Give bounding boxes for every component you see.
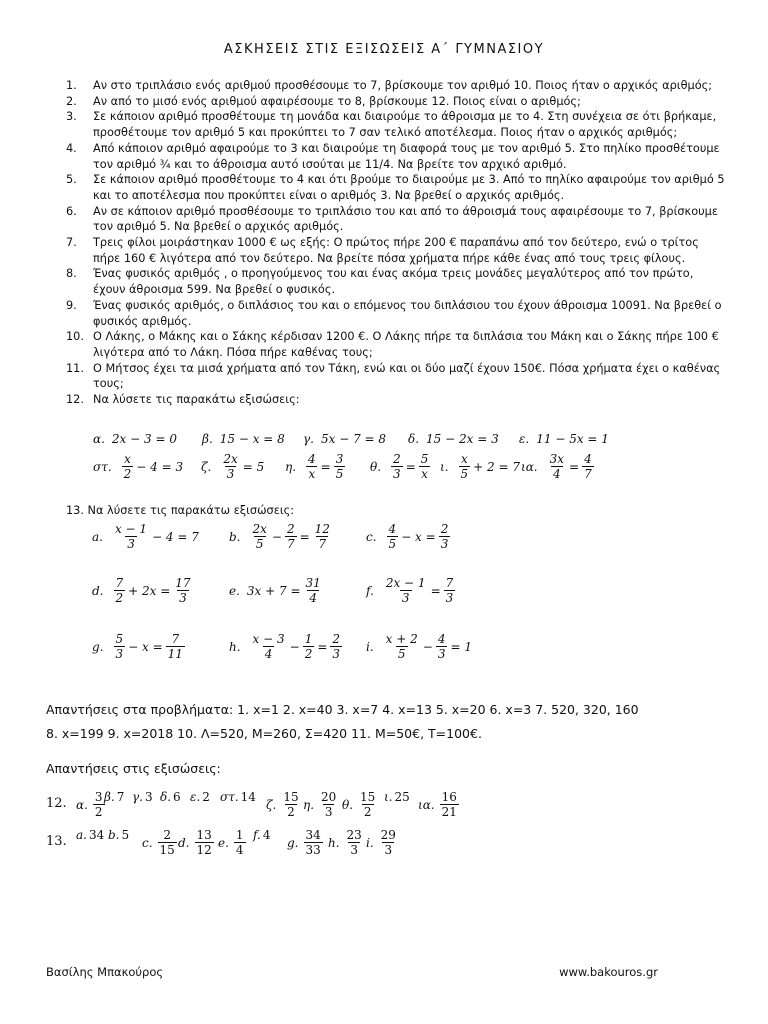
equation-expression: 11 − 5x = 1 [536,432,609,446]
answer-item [76,790,108,819]
problem-number: 5. [66,173,77,187]
problem-item [66,329,726,360]
answer-label: β. [104,790,115,804]
equation-label: a. [92,529,103,544]
numerator: 2x − 1 [385,576,426,590]
denominator: 3 [445,591,454,605]
problem-text: Τρεις φίλοι μοιράστηκαν 1000 € ως εξής: Ο πρώτος πήρε 200 € παραπάνω από τον δεύτερο, ενώ ο τρίτος πήρε 160 € λιγότερα από τον δεύτερο. Να βρείτε πόσα χρήματα πήρε κάθε ένας από τους τρεις φίλους. [93,236,699,265]
answers-problems-line-1: Απαντήσεις στα προβλήματα: 1. x=1 2. x=40 3. x=7 4. x=13 5. x=20 6. x=3 7. 520, 320, 160 [46,702,639,717]
answers-12-row [0,788,768,828]
problem-text: Να λύσετε τις παρακάτω εξισώσεις: [93,393,300,407]
answer-label: d. [178,835,190,850]
fraction [114,632,126,661]
fraction [234,828,246,857]
denominator: 3 [332,647,341,661]
answer-label: α. [76,797,88,812]
answers-problems [46,698,736,746]
fraction [440,790,459,819]
fraction [113,522,149,551]
denominator: 2 [363,805,372,819]
denominator: 3 [440,537,449,551]
fraction [303,632,315,661]
equation [93,452,183,481]
answer-label: i. [366,835,374,850]
answer-value: 4 [262,828,271,842]
numerator: x + 2 [385,632,418,646]
answer-value: 2 [202,790,210,804]
expression-text: 3x + 7 = [246,583,301,598]
problem-item [66,78,726,94]
numerator: 29 [380,828,396,842]
equation [229,632,345,661]
expression-text: − x = [401,529,436,544]
numerator: 15 [360,790,376,804]
problem-item [66,235,726,266]
equation [92,522,199,551]
problem-number: 9. [66,298,77,312]
answer-item [76,828,104,842]
equation-label: g. [92,639,104,654]
denominator: 3 [401,591,410,605]
problem-item [66,109,726,140]
expression-text: − x = [128,639,163,654]
answer-item [178,828,217,857]
answer-label: ι. [384,790,393,804]
equation [202,432,285,446]
footer-author: Βασίλης Μπακούρος [46,965,164,979]
answer-item [253,828,270,842]
denominator: 3 [226,467,235,481]
numerator: 2 [332,632,341,646]
equation-label: c. [366,529,377,544]
problem-item [66,361,726,392]
problem-number: 7. [66,236,77,250]
denominator: 15 [159,843,175,857]
problem-text: Ο Μήτσος έχει τα μισά χρήματα από τον Τάκη, ενώ και οι δύο μαζί έχουν 150€. Πόσα χρήματα έχει ο καθένας τους; [93,361,721,391]
equation-label: α. [93,432,105,446]
denominator: 21 [441,805,457,819]
fraction [281,790,300,819]
denominator: 2 [115,591,124,605]
problem-item [66,94,726,110]
equation [521,452,597,481]
exercise-13-heading: 13. Να λύσετε τις παρακάτω εξισώσεις: [66,504,295,517]
problem-number: 10. [66,330,84,344]
answer-label: δ. [160,790,172,804]
fraction [379,828,398,857]
denominator: 2 [94,805,103,819]
denominator: 3 [324,805,333,819]
numerator: 2x [223,452,238,466]
fraction [221,452,239,481]
numerator: 2x [252,522,267,536]
equation [229,576,326,605]
fraction [251,632,287,661]
equation [201,452,264,481]
fraction [306,452,318,481]
fraction [384,576,428,605]
answer-label: η. [303,797,315,812]
expression-text: = 5 [242,459,265,474]
fraction [114,576,126,605]
numerator: x [460,452,468,466]
problem-item [66,172,726,203]
equation-expression: 15 − x = 8 [219,432,285,446]
fraction [319,790,338,819]
fraction [330,632,342,661]
equation [408,432,499,446]
answer-item [418,790,462,819]
numerator: 2 [393,452,401,466]
numerator: 5 [115,632,124,646]
numerator: x [124,452,131,466]
fraction [122,452,134,481]
denominator: 5 [335,467,344,481]
answers-row-number: 12. [46,796,67,811]
answer-item [384,790,410,804]
fraction [384,632,420,661]
answer-value: 34 [88,828,105,842]
answer-item [142,828,180,857]
problem-number: 3. [66,110,77,124]
equation-expression: 2x − 3 = 0 [111,432,177,446]
problem-text: Σε κάποιον αριθμό προσθέτουμε τη μονάδα και διαιρούμε το άθροισμα με το 4. Στη συνέχεια σε ότι βρήκαμε, προσθέτουμε τον αριθμό 5 και προκύπτει το 7 σαν τελικό αποτέλεσμα. Ποιος ήταν ο αρχικός αριθμός; [93,110,717,140]
equation [92,576,196,605]
answer-value: 7 [116,790,125,804]
fraction [313,522,332,551]
answer-item [104,790,124,804]
footer-website: www.bakouros.gr [559,965,658,979]
equation-label: e. [229,583,240,598]
numerator: 2 [163,828,171,842]
expression-text: − 4 = 3 [136,459,184,474]
fraction [158,828,177,857]
denominator: 3 [393,467,401,481]
problem-number: 2. [66,94,77,108]
expression-text: + 2 = 7 [473,459,520,474]
denominator: 5 [388,537,397,551]
expression-text: = 1 [450,639,472,654]
problem-text: Ο Λάκης, ο Μάκης και ο Σάκης κέρδισαν 1200 €. Ο Λάκης πήρε τα διπλάσια του Μάκη και ο Σάκης πήρε 100 € λιγότερα από το Λάκη. Πόσα πήρε καθένας τους; [93,330,719,359]
fraction [304,828,323,857]
answer-item [303,790,341,819]
problem-text: Σε κάποιον αριθμό προσθέτουμε το 4 και ότι βρούμε το διαιρούμε με 3. Από το πηλίκο αφαιρούμε τον αριθμό 5 και το αποτέλεσμα που προκύπτει είναι ο αριθμός 3. Να βρεθεί ο αρχικός αριθμός. [93,173,725,202]
answer-item [328,828,367,857]
answer-value: 14 [240,790,256,804]
denominator: 3 [127,537,135,551]
numerator: 31 [305,576,321,590]
problem-number: 11. [66,361,84,375]
equation-label: d. [92,583,104,598]
denominator: x [421,467,428,481]
answer-label: h. [328,835,340,850]
expression-text: + 2x = [128,583,171,598]
denominator: 2 [304,647,313,661]
equation-label: h. [229,639,241,654]
fraction [391,452,403,481]
problem-text: Αν σε κάποιον αριθμό προσθέσουμε το τριπλάσιο του και από το άθροισμά τους αφαιρέσουμε το 7, βρίσκουμε τον αριθμό 5. Να βρεθεί ο αρχικός αριθμός. [93,204,718,234]
answer-item [342,790,380,819]
equation [285,452,348,481]
denominator: 3 [179,591,187,605]
answer-item [266,790,304,819]
denominator: 2 [123,467,132,481]
fraction [93,790,105,819]
problem-item [66,204,726,235]
expression-text: = [430,583,441,598]
expression-text: − [271,529,282,544]
problem-number: 4. [66,141,77,155]
numerator: 1 [235,828,244,842]
fraction [419,452,431,481]
fraction [334,452,346,481]
equation-label: i. [366,639,374,654]
denominator: 3 [437,647,446,661]
numerator: 13 [196,828,212,842]
equation-label: ι. [440,459,449,474]
numerator: 1 [304,632,313,646]
numerator: 17 [175,576,191,590]
fraction [345,828,364,857]
answers-13-row [0,826,768,866]
numerator: x − 1 [114,522,148,536]
denominator: 3 [115,647,124,661]
equation-label: b. [229,529,241,544]
expression-text: = [320,459,331,474]
fraction [304,576,323,605]
equation-label: f. [366,583,374,598]
numerator: 7 [171,632,180,646]
numerator: 4 [584,452,592,466]
problem-number: 8. [66,267,77,281]
answer-label: ε. [190,790,201,804]
problem-number: 1. [66,79,77,92]
equation-expression: 5x − 7 = 8 [321,432,387,446]
problem-item [66,141,726,172]
fraction [439,522,451,551]
problem-number: 6. [66,204,77,218]
fraction [251,522,269,551]
numerator: 4 [388,522,397,536]
numerator: 7 [445,576,454,590]
answer-label: a. [76,828,87,842]
denominator: 7 [584,467,592,481]
answer-label: c. [142,835,153,850]
equation [92,632,188,661]
numerator: 2 [440,522,449,536]
answers-problems-line-2: 8. x=199 9. x=2018 10. Λ=520, Μ=260, Σ=420 11. Μ=50€, Τ=100€. [46,726,482,741]
numerator: x − 3 [252,632,285,646]
equation-label: θ. [370,459,382,474]
numerator: 23 [346,828,362,842]
fraction [387,522,399,551]
equation-label: στ. [93,459,112,474]
expression-text: − 4 = 7 [152,529,199,544]
expression-text: = [569,459,580,474]
numerator: 34 [305,828,321,842]
answer-label: στ. [220,790,239,804]
denominator: 3 [384,843,393,857]
numerator: 15 [283,790,299,804]
fraction [358,790,377,819]
equation [366,632,472,661]
numerator: 5 [420,452,429,466]
page-title: ΑΣΚΗΣΕΙΣ ΣΤΙΣ ΕΞΙΣΩΣΕΙΣ Α΄ ΓΥΜΝΑΣΙΟΥ [223,42,545,57]
equation [229,522,335,551]
denominator: 4 [235,843,244,857]
fraction [548,452,566,481]
fraction [444,576,456,605]
answer-value: 3 [145,790,153,804]
expression-text: = [317,639,328,654]
problem-item [66,298,726,329]
numerator: 20 [321,790,337,804]
answer-label: g. [287,835,299,850]
equation-label: γ. [303,432,314,446]
denominator: 7 [318,537,327,551]
problem-item [66,392,726,408]
exercise-12-row-2 [0,450,768,490]
answer-item [190,790,210,804]
equation [366,522,453,551]
equation-label: η. [285,459,297,474]
answer-item [220,790,256,804]
answer-label: θ. [342,797,354,812]
problem-number: 12. [66,393,84,407]
answer-item [132,790,153,804]
denominator: x [308,467,316,481]
equation [93,432,177,446]
numerator: 16 [441,790,457,804]
fraction [173,576,192,605]
answer-value: 25 [394,790,410,804]
fraction [436,632,448,661]
answer-label: ζ. [266,797,277,812]
answer-value: 6 [173,790,181,804]
equation-label: ε. [519,432,530,446]
problem-text: Ένας φυσικός αριθμός , ο προηγούμενος του και ένας ακόμα τρεις μονάδες μεγαλύτερος από τον πρώτο, έχουν άθροισμα 599. Να βρεθεί ο φυσικός. [93,267,694,297]
expression-text: = [299,529,310,544]
answer-label: γ. [132,790,143,804]
denominator: 4 [309,591,317,605]
denominator: 5 [397,647,406,661]
answer-value: 5 [121,828,130,842]
numerator: 4 [308,452,316,466]
fraction [166,632,185,661]
equation-expression: 15 − 2x = 3 [426,432,499,446]
answers-row-number: 13. [46,834,67,849]
equation [303,432,386,446]
problem-item [66,266,726,297]
equation-label: ζ. [201,459,212,474]
answer-label: f. [253,828,261,842]
denominator: 33 [305,843,321,857]
answer-item [108,828,129,842]
equation [366,576,458,605]
denominator: 2 [287,805,295,819]
denominator: 7 [286,537,295,551]
problem-text: Αν στο τριπλάσιο ενός αριθμού προσθέσουμε το 7, βρίσκουμε τον αριθμό 10. Ποιος ήταν ο αρχικός αριθμός; [93,79,713,92]
equation-label: ια. [521,459,538,474]
answer-item [287,828,326,857]
numerator: 3x [549,452,565,466]
denominator: 5 [255,537,264,551]
equation [370,452,433,481]
equation [440,452,520,481]
denominator: 3 [350,843,358,857]
numerator: 4 [437,632,446,646]
answer-label: e. [218,835,229,850]
fraction [195,828,214,857]
numerator: 12 [314,522,330,536]
expression-text: − [289,639,300,654]
answers-equations-heading: Απαντήσεις στις εξισώσεις: [46,761,221,776]
numerator: 2 [286,522,295,536]
equation [519,432,609,446]
numerator: 3 [94,790,103,804]
denominator: 4 [553,467,561,481]
denominator: 11 [167,647,183,661]
equation-label: β. [202,432,213,446]
numerator: 7 [115,576,124,590]
problem-text: Ένας φυσικός αριθμός, ο διπλάσιος του και ο επόμενος του διπλάσιου του έχουν άθροισμα 10091. Να βρεθεί ο φυσικός αριθμός. [93,298,722,328]
problem-text: Από κάποιον αριθμό αφαιρούμε το 3 και διαιρούμε τη διαφορά τους με τον αριθμό 5. Στο πηλίκο προσθέτουμε τον αριθμό ¾ και το άθροισμα αυτό ισούται με 11/4. Να βρείτε τον αρχικό αριθμό. [93,141,720,171]
equation-label: δ. [408,432,420,446]
answer-label: ια. [418,797,435,812]
denominator: 4 [264,647,273,661]
problems-list [66,78,726,408]
answer-label: b. [108,828,120,842]
answer-item [218,828,249,857]
denominator: 12 [196,843,212,857]
answer-item [160,790,181,804]
answer-item [366,828,401,857]
fraction [459,452,471,481]
expression-text: − [422,639,433,654]
expression-text: = [405,459,416,474]
denominator: 5 [460,467,469,481]
numerator: 3 [335,452,344,466]
fraction [285,522,297,551]
problem-text: Αν από το μισό ενός αριθμού αφαιρέσουμε το 8, βρίσκουμε 12. Ποιος είναι ο αριθμός; [93,94,581,108]
fraction [582,452,594,481]
